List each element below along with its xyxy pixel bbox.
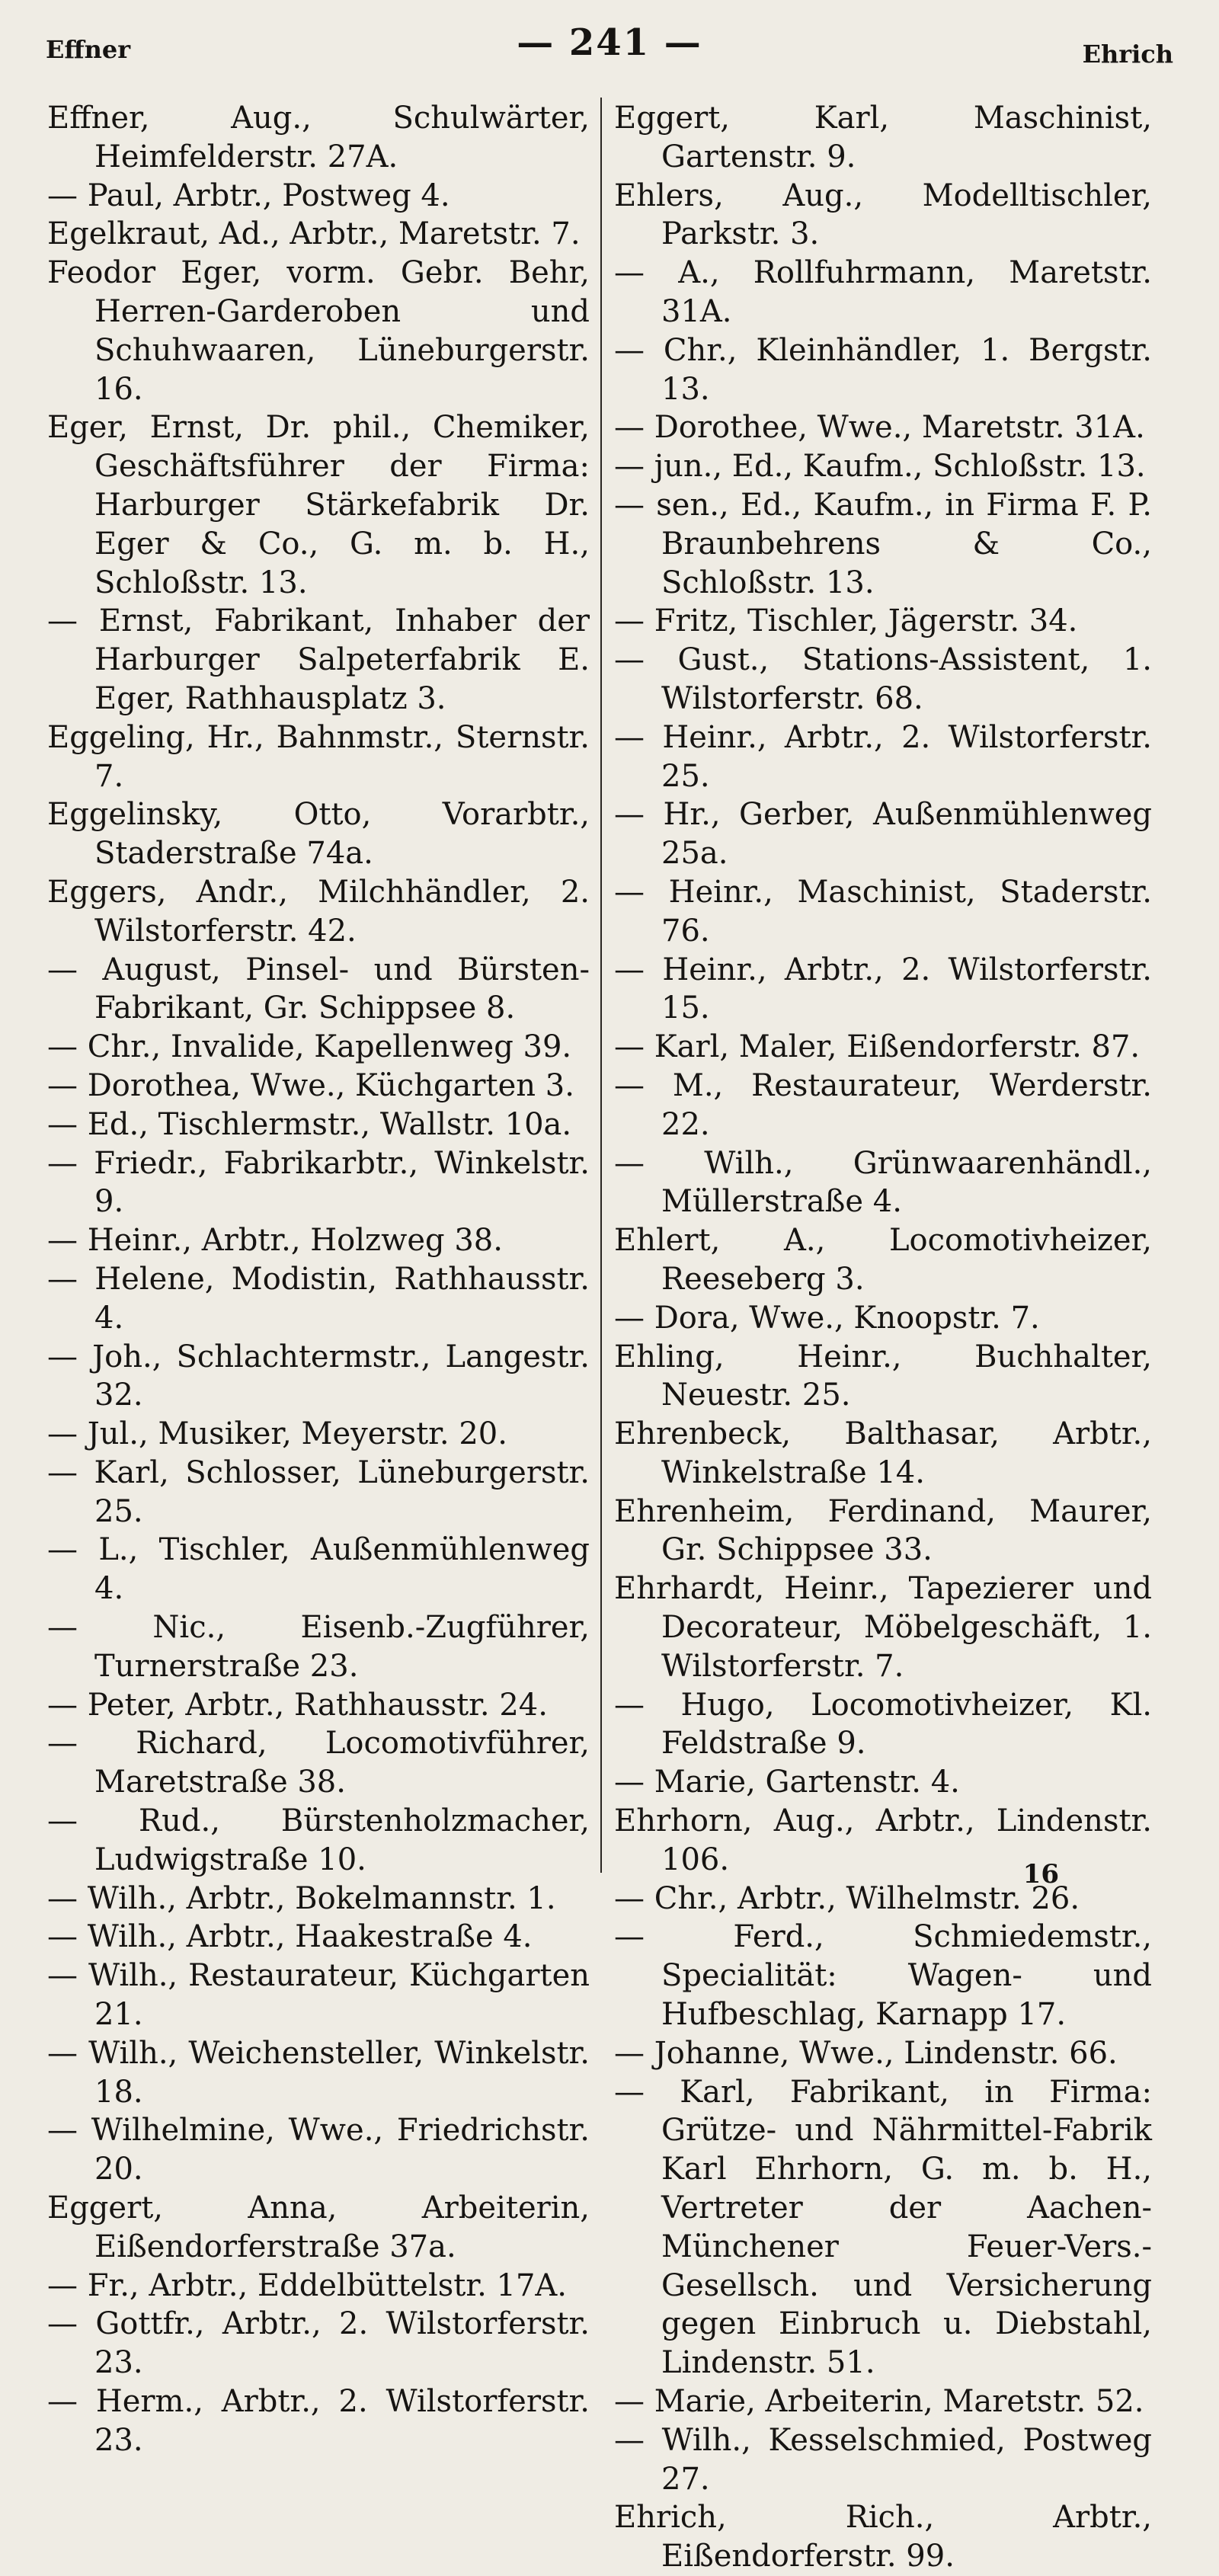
directory-entry: — Hr., Gerber, Außenmühlenweg 25a. bbox=[614, 797, 1152, 872]
directory-entry: — Chr., Kleinhändler, 1. Bergstr. 13. bbox=[614, 332, 1152, 407]
directory-entry: Eggeling, Hr., Bahnmstr., Sternstr. 7. bbox=[47, 719, 590, 794]
directory-entry: — Heinr., Maschinist, Staderstr. 76. bbox=[614, 874, 1152, 949]
directory-entry: Eggert, Anna, Arbeiterin, Eißendorferstraße 37a. bbox=[47, 2190, 590, 2264]
directory-entry: Ehrhardt, Heinr., Tapezierer und Decorateur, Möbelgeschäft, 1. Wilstorferstr. 7. bbox=[614, 1571, 1152, 1684]
directory-entry: Ehrenheim, Ferdinand, Maurer, Gr. Schippsee 33. bbox=[614, 1493, 1152, 1568]
directory-entry: — Friedr., Fabrikarbtr., Winkelstr. 9. bbox=[47, 1145, 590, 1220]
directory-entry: — Marie, Arbeiterin, Maretstr. 52. bbox=[614, 2384, 1144, 2420]
directory-entry: — Wilh., Kesselschmied, Postweg 27. bbox=[614, 2422, 1152, 2497]
directory-entry: — Fritz, Tischler, Jägerstr. 34. bbox=[614, 603, 1078, 639]
directory-entry: Ehling, Heinr., Buchhalter, Neuestr. 25. bbox=[614, 1339, 1152, 1413]
directory-entry: — Paul, Arbtr., Postweg 4. bbox=[47, 178, 450, 213]
directory-entry: — Joh., Schlachtermstr., Langestr. 32. bbox=[47, 1339, 590, 1413]
directory-entry: — Chr., Arbtr., Wilhelmstr. 26. bbox=[614, 1880, 1080, 1916]
directory-entry: — M., Restaurateur, Werderstr. 22. bbox=[614, 1067, 1152, 1142]
directory-entry: — Dorothee, Wwe., Maretstr. 31A. bbox=[614, 410, 1145, 446]
left-column bbox=[47, 99, 590, 2460]
directory-entry: — Karl, Maler, Eißendorferstr. 87. bbox=[614, 1029, 1141, 1065]
directory-entry: — A., Rollfuhrmann, Maretstr. 31A. bbox=[614, 255, 1152, 329]
header-right-keyword: Ehrich bbox=[1082, 40, 1173, 69]
directory-entry: — jun., Ed., Kaufm., Schloßstr. 13. bbox=[614, 449, 1146, 485]
printer-signature: 16 bbox=[1022, 1859, 1059, 1890]
directory-entry: Ehlers, Aug., Modelltischler, Parkstr. 3. bbox=[614, 178, 1152, 252]
header-left-keyword: Effner bbox=[46, 35, 131, 64]
directory-entry: — Wilh., Restaurateur, Küchgarten 21. bbox=[47, 1958, 590, 2033]
page-header bbox=[46, 21, 1173, 67]
directory-entry: — August, Pinsel- und Bürsten-Fabrikant, Gr. Schippsee 8. bbox=[47, 952, 590, 1026]
directory-entry: — Herm., Arbtr., 2. Wilstorferstr. 23. bbox=[47, 2384, 590, 2458]
directory-entry: — Nic., Eisenb.-Zugführer, Turnerstraße 23. bbox=[47, 1610, 590, 1684]
directory-entry: — Heinr., Arbtr., 2. Wilstorferstr. 25. bbox=[614, 719, 1152, 794]
directory-entry: — Johanne, Wwe., Lindenstr. 66. bbox=[614, 2035, 1118, 2071]
directory-entry: Feodor Eger, vorm. Gebr. Behr, Herren-Garderoben und Schuhwaaren, Lüneburgerstr. 16. bbox=[47, 255, 590, 407]
directory-entry: Eggelinsky, Otto, Vorarbtr., Staderstraße 74a. bbox=[47, 797, 590, 872]
directory-entry: Eggert, Karl, Maschinist, Gartenstr. 9. bbox=[614, 101, 1152, 174]
directory-entry: Effner, Aug., Schulwärter, Heimfelderstr. 27A. bbox=[47, 101, 590, 174]
directory-entry: — Ferd., Schmiedemstr., Specialität: Wagen- und Hufbeschlag, Karnapp 17. bbox=[614, 1919, 1152, 2033]
directory-entry: Eger, Ernst, Dr. phil., Chemiker, Geschäftsführer der Firma: Harburger Stärkefabrik Dr. Eger & Co., G. m. b. H., Schloßstr. 13. bbox=[47, 410, 590, 600]
directory-entry: — Peter, Arbtr., Rathhausstr. 24. bbox=[47, 1687, 548, 1723]
page-number: — 241 — bbox=[517, 21, 702, 64]
directory-entry: — Gust., Stations-Assistent, 1. Wilstorferstr. 68. bbox=[614, 642, 1152, 716]
directory-entry: Ehlert, A., Locomotivheizer, Reeseberg 3. bbox=[614, 1223, 1152, 1297]
directory-entry: Ehrich, Rich., Arbtr., Eißendorferstr. 99. bbox=[614, 2500, 1152, 2574]
directory-entry: Ehrhorn, Aug., Arbtr., Lindenstr. 106. bbox=[614, 1803, 1152, 1877]
directory-entry: — sen., Ed., Kaufm., in Firma F. P. Braunbehrens & Co., Schloßstr. 13. bbox=[614, 487, 1152, 600]
directory-entry: — Ed., Tischlermstr., Wallstr. 10a. bbox=[47, 1106, 572, 1142]
directory-entry: — Chr., Invalide, Kapellenweg 39. bbox=[47, 1029, 572, 1065]
right-column bbox=[614, 99, 1152, 2576]
directory-entry: — Dora, Wwe., Knoopstr. 7. bbox=[614, 1300, 1040, 1336]
directory-entry: — Richard, Locomotivführer, Maretstraße 38. bbox=[47, 1726, 590, 1800]
column-divider bbox=[600, 98, 602, 1873]
directory-entry: — Wilhelmine, Wwe., Friedrichstr. 20. bbox=[47, 2113, 590, 2187]
directory-entry: — Ernst, Fabrikant, Inhaber der Harburger Salpeterfabrik E. Eger, Rathhausplatz 3. bbox=[47, 603, 590, 716]
directory-entry: Ehrenbeck, Balthasar, Arbtr., Winkelstraße 14. bbox=[614, 1416, 1152, 1490]
directory-entry: — Wilh., Weichensteller, Winkelstr. 18. bbox=[47, 2035, 590, 2110]
directory-entry: Egelkraut, Ad., Arbtr., Maretstr. 7. bbox=[47, 216, 581, 252]
directory-entry: — Jul., Musiker, Meyerstr. 20. bbox=[47, 1416, 507, 1452]
directory-entry: — Karl, Schlosser, Lüneburgerstr. 25. bbox=[47, 1454, 590, 1529]
directory-entry: — Heinr., Arbtr., Holzweg 38. bbox=[47, 1223, 503, 1259]
directory-entry: — L., Tischler, Außenmühlenweg 4. bbox=[47, 1532, 590, 1607]
directory-entry: — Hugo, Locomotivheizer, Kl. Feldstraße 9. bbox=[614, 1687, 1152, 1762]
directory-entry: Eggers, Andr., Milchhändler, 2. Wilstorferstr. 42. bbox=[47, 874, 590, 949]
directory-entry: — Karl, Fabrikant, in Firma: Grütze- und Nährmittel-Fabrik Karl Ehrhorn, G. m. b. H., Vertreter der Aachen-Münchener Feuer-Vers.-Gesellsch. und Versicherung gegen Einbruch u. Diebstahl, Lindenstr. 51. bbox=[614, 2074, 1152, 2381]
directory-entry: — Dorothea, Wwe., Küchgarten 3. bbox=[47, 1067, 574, 1103]
directory-entry: — Wilh., Arbtr., Haakestraße 4. bbox=[47, 1919, 533, 1955]
directory-entry: — Wilh., Grünwaarenhändl., Müllerstraße 4. bbox=[614, 1145, 1152, 1220]
directory-entry: — Heinr., Arbtr., 2. Wilstorferstr. 15. bbox=[614, 952, 1152, 1026]
directory-entry: — Marie, Gartenstr. 4. bbox=[614, 1765, 960, 1800]
directory-entry: — Fr., Arbtr., Eddelbüttelstr. 17A. bbox=[47, 2267, 568, 2303]
directory-entry: — Gottfr., Arbtr., 2. Wilstorferstr. 23. bbox=[47, 2306, 590, 2381]
directory-entry: — Helene, Modistin, Rathhausstr. 4. bbox=[47, 1261, 590, 1336]
directory-entry: — Wilh., Arbtr., Bokelmannstr. 1. bbox=[47, 1880, 556, 1916]
directory-entry: — Rud., Bürstenholzmacher, Ludwigstraße 10. bbox=[47, 1803, 590, 1877]
